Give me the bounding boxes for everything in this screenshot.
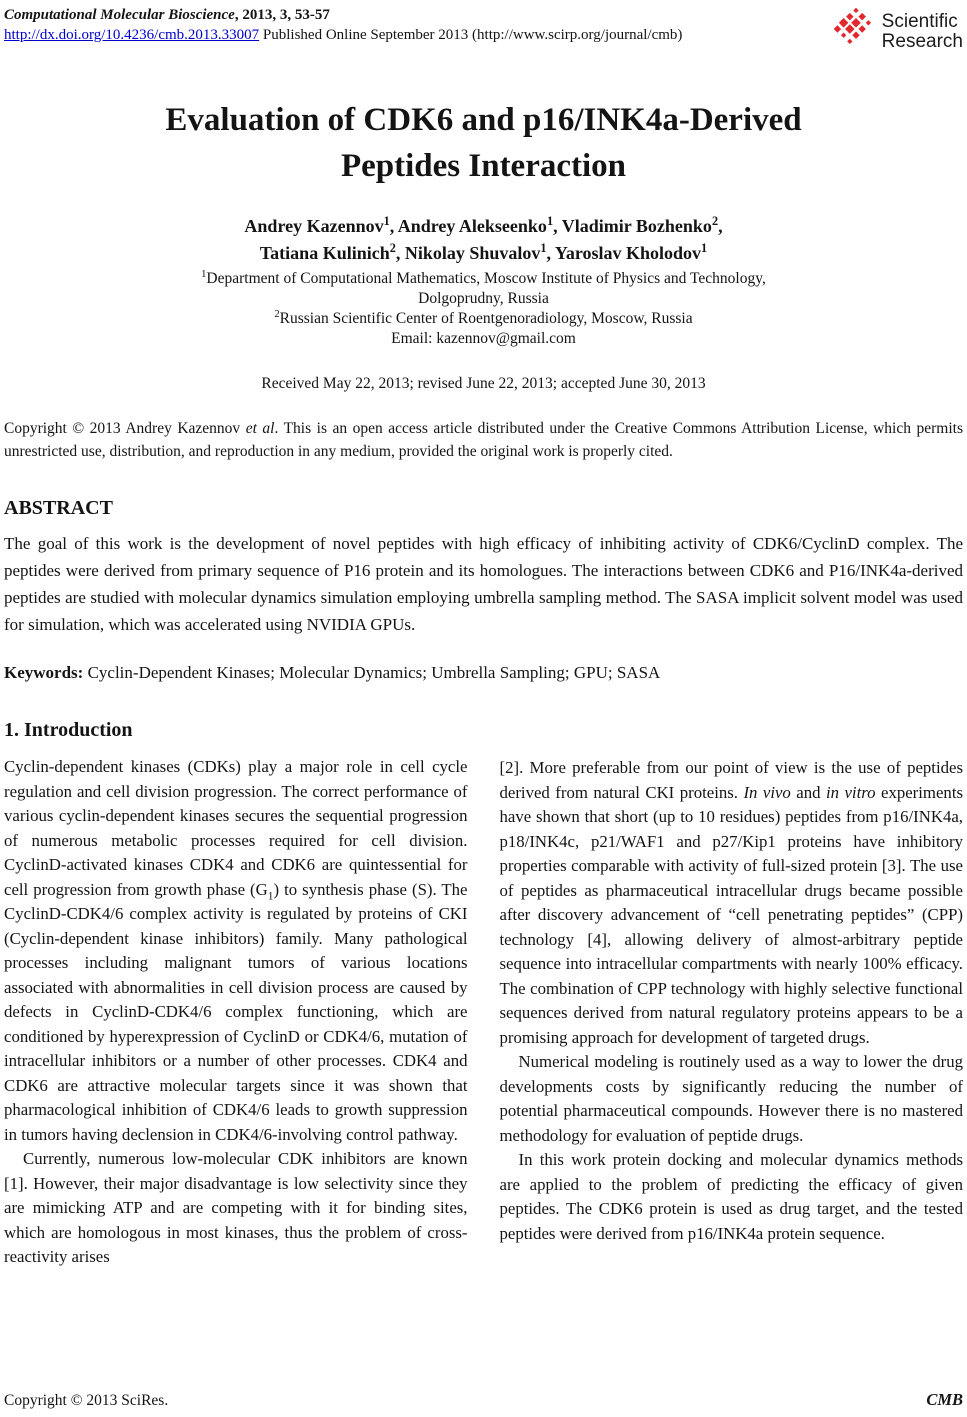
- footer-journal-abbrev: CMB: [926, 1390, 963, 1409]
- doi-link[interactable]: http://dx.doi.org/10.4236/cmb.2013.33007: [4, 27, 260, 43]
- article-title: [4, 97, 963, 189]
- section-heading-introduction: 1. Introduction: [4, 719, 133, 741]
- copyright-notice: Copyright © 2013 Andrey Kazennov et al. This is an open access article distributed under the Creative Commons Attribution License, which permits unrestricted use, distribution, and reproduction in any medium, provided the original work is properly cited.: [4, 420, 963, 460]
- intro-paragraph-4: In this work protein docking and molecular dynamics methods are applied to the problem of predicting the efficacy of given peptides. The CDK6 protein is used as drug target, and the tested peptides were derived from p16/INK4a protein sequence.: [499, 1150, 963, 1243]
- intro-paragraph-2: Currently, numerous low-molecular CDK inhibitors are known [1]. However, their major disadvantage is low selectivity since they are mimicking ATP and are competing with it for binding sites, which are homologous in most kinases, thus the problem of cross-reactivity arises: [4, 1149, 468, 1266]
- keywords-line: Keywords: Cyclin-Dependent Kinases; Molecular Dynamics; Umbrella Sampling; GPU; SASA: [4, 663, 661, 682]
- published-online-info: Published Online September 2013 (http://www.scirp.org/journal/cmb): [259, 27, 683, 43]
- journal-issue: , 2013, 3, 53-57: [234, 7, 330, 23]
- author-email: Email: kazennov@gmail.com: [391, 330, 576, 347]
- intro-paragraph-2-continued: [2]. More preferable from our point of view is the use of peptides derived from natural CKI proteins. In vivo and in vitro experiments have shown that short (up to 10 residues) peptides from p16/INK4a, p18/INK4c, p21/WAF1 and p27/Kip1 proteins have inhibitory properties comparable with activity of full-sized protein [3]. The use of peptides as pharmaceutical intracellular drugs became possible after discovery advancement of “cell penetrating peptides” (CPP) technology [4], allowing delivery of almost-arbitrary peptide sequence into intracellular compartments with nearly 100% efficacy. The combination of CPP technology with highly selective functional sequences derived from natural regulatory proteins appears to be a promising approach for development of targeted drugs.: [499, 758, 964, 1047]
- affiliation-1-line2: Dolgoprudny, Russia: [418, 290, 549, 307]
- body-columns: [4, 719, 963, 1270]
- publisher-logo: [833, 6, 963, 57]
- journal-title-line: [4, 5, 682, 25]
- article-title-line1: Evaluation of CDK6 and p16/INK4a-Derived: [165, 102, 802, 138]
- author-line2: Tatiana Kulinich$^2$, Nikolay Shuvalov$^1$, Yaroslav Kholodov$^1$: [259, 241, 708, 263]
- intro-paragraph-3: Numerical modeling is routinely used as a way to lower the drug developments costs by significantly reducing the number of potential pharmaceutical compounds. However there is no mastered methodology for evaluation of peptide drugs.: [499, 1052, 963, 1145]
- abstract-text: The goal of this work is the development of novel peptides with high efficacy of inhibiting activity of CDK6/CyclinD complex. The peptides were derived from primary sequence of P16 protein and its homologues. The interactions between CDK6 and P16/INK4a-derived peptides are studied with molecular dynamics simulation employing umbrella sampling method. The SASA implicit solvent model was used for simulation, which was accelerated using NVIDIA GPUs.: [4, 534, 963, 634]
- right-column: [500, 719, 964, 1270]
- publisher-name: [882, 12, 963, 52]
- left-column: [4, 719, 468, 1270]
- page-footer: [4, 1390, 963, 1410]
- footer-copyright: Copyright © 2013 SciRes.: [4, 1392, 169, 1409]
- affiliation-2: $^2$Russian Scientific Center of Roentgenoradiology, Moscow, Russia: [274, 308, 693, 327]
- doi-line: [4, 25, 682, 45]
- author-line1: Andrey Kazennov$^1$, Andrey Alekseenko$^1$, Vladimir Bozhenko$^2$,: [244, 214, 723, 236]
- publisher-name-line2: Research: [881, 30, 963, 52]
- intro-paragraph-1: Cyclin-dependent kinases (CDKs) play a major role in cell cycle regulation and cell division progression. The correct performance of various cyclin-dependent kinases secures the sequential progression of numerous metabolic processes required for cell division. CyclinD-activated kinases CDK4 and CDK6 are quintessential for cell progression from growth phase $(G_1)$ to synthesis phase (S). The CyclinD-CDK4/6 complex activity is regulated by proteins of CKI (Cyclin-dependent kinase inhibitors) family. Many pathological processes including malignant tumors of various locations associated with abnormalities in cell division process are caused by defects in CyclinD-CDK4/6 complex functioning, which are conditioned by hyperexpression of CyclinD or CDK4/6, mutation of intracellular inhibitors or a number of other processes. CDK4 and CDK6 are attractive molecular targets since it was shown that pharmacological inhibition of CDK4/6 leads to growth suppression in tumors having declension in CDK4/6-involving control pathway.: [4, 757, 468, 1144]
- journal-name: Computational Molecular Bioscience: [4, 7, 235, 23]
- received-dates: Received May 22, 2013; revised June 22, 2013; accepted June 30, 2013: [261, 375, 706, 392]
- abstract-heading: ABSTRACT: [4, 497, 113, 519]
- affiliation-1-line1: $^1$Department of Computational Mathematics, Moscow Institute of Physics and Technology,: [201, 268, 766, 287]
- diamond-cluster-icon: [833, 6, 879, 57]
- author-list: [4, 213, 963, 267]
- affiliations: [4, 269, 963, 349]
- journal-header: [4, 5, 963, 51]
- publisher-name-line1: Scientific: [881, 10, 958, 32]
- journal-info: [4, 5, 682, 45]
- article-title-line2: Peptides Interaction: [340, 148, 627, 184]
